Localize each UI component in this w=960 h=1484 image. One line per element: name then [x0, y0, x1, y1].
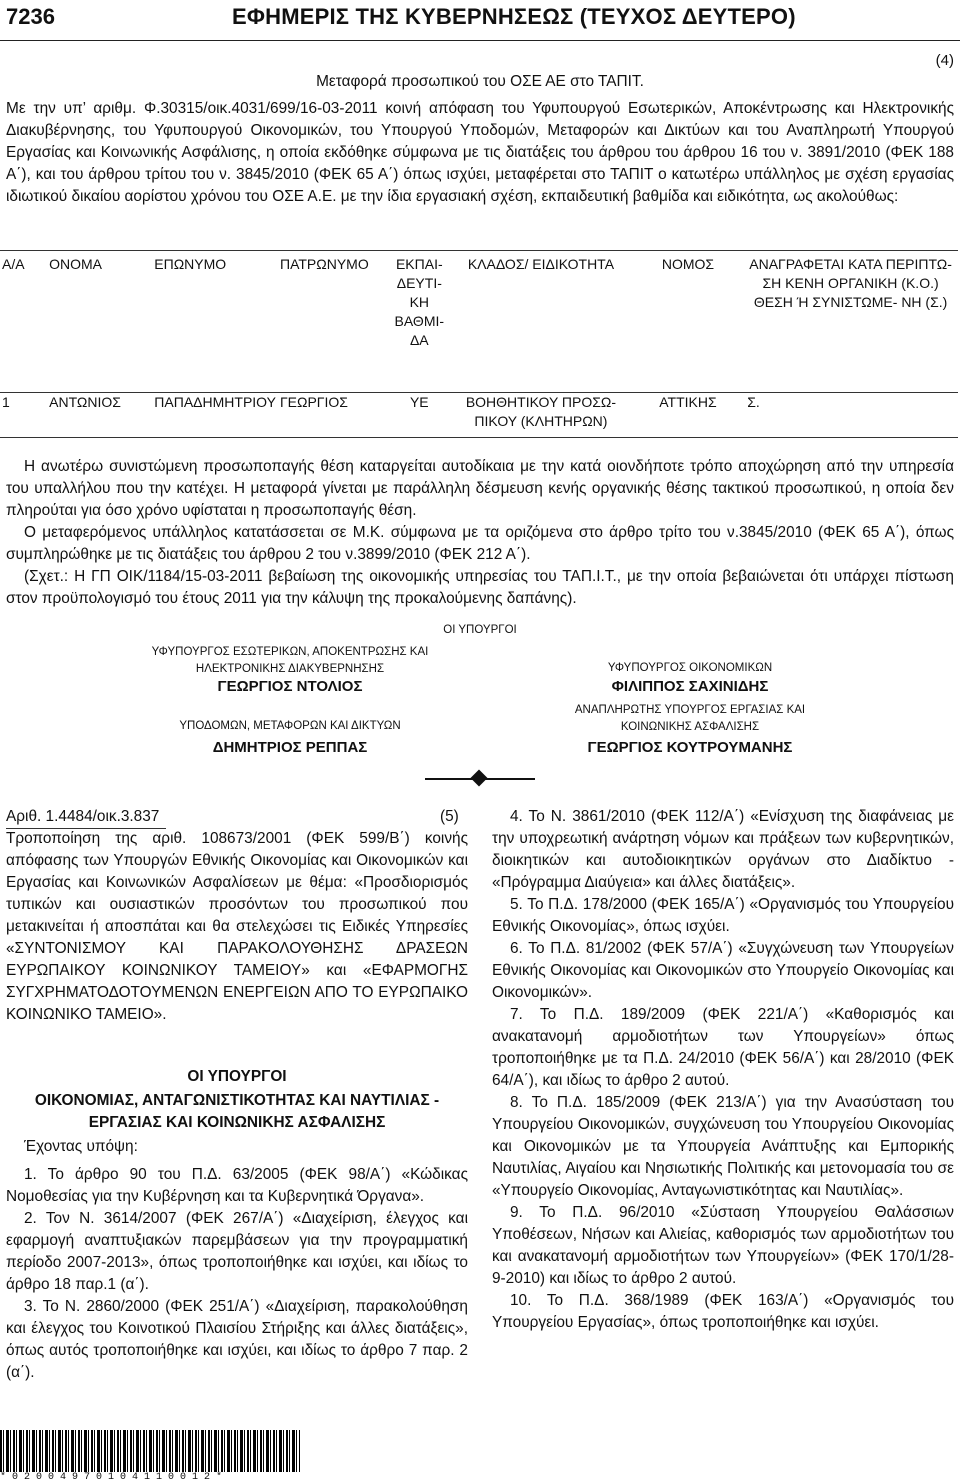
cell-education: ΥΕ — [409, 394, 429, 410]
barcode-number: *02004970104110012* — [0, 1472, 229, 1483]
header-surname: ΕΠΩΝΥΜΟ — [154, 256, 227, 272]
list-item: 4. Το Ν. 3861/2010 (ΦΕΚ 112/Α΄) «Ενίσχυση της διαφάνειας με την υποχρεωτική ανάρτηση νόμων και πράξεων των κυβερνητικών, διοικητικών και αυτοδιοικητικών οργάνων στο Διαδίκτυο - «Πρόγραμμα Διαύγεια» και άλλες διατάξεις». — [492, 808, 954, 891]
cell-father: ΓΕΩΡΓΙΟΣ — [279, 394, 348, 410]
decision5-subject: Τροποποίηση της αριθ. 108673/2001 (ΦΕΚ 599/Β΄) κοινής απόφασης των Υπουργών Εθνικής Οικονομίας και Οικονομικών και Εργασίας και Κοινωνικών Ασφαλίσεων με θέμα: «Προσδιορισμός τυπικών και ουσιαστικών προσόντων του προσωπικού που μετακινείται ή αποσπάται και θα στελεχώσει τις Ειδικές Υπηρεσίες «ΣΥΝΤΟΝΙΣΜΟΥ ΚΑΙ ΠΑΡΑΚΟΛΟΥΘΗΣΗΣ ΔΡΑΣΕΩΝ ΕΥΡΩΠΑΙΚΟΥ ΚΟΙΝΩΝΙΚΟΥ ΤΑΜΕΙΟΥ» και «ΕΦΑΡΜΟΓΗΣ ΣΥΓΧΡΗΜΑΤΟΔΟΤΟΥΜΕΝΩΝ ΕΝΕΡΓΕΙΩΝ ΑΠΟ ΤΟ ΕΥΡΩΠΑΙΚΟ ΚΟΙΝΩΝΙΚΟ ΤΑΜΕΙΟ». — [6, 830, 468, 1023]
table-top-rule — [0, 250, 958, 251]
table-mid-rule — [0, 392, 958, 393]
signature-role-4: ΑΝΑΠΛΗΡΩΤΗΣ ΥΠΟΥΡΓΟΣ ΕΡΓΑΣΙΑΣ ΚΑΙ ΚΟΙΝΩΝΙΚΗΣ ΑΣΦΑΛΙΣΗΣ — [574, 704, 806, 733]
header-father: ΠΑΤΡΩΝΥΜΟ — [279, 256, 369, 272]
header-divider — [0, 40, 960, 41]
cell-name: ΑΝΤΩΝΙΟΣ — [49, 394, 121, 410]
signature-role-2: ΥΦΥΠΟΥΡΓΟΣ ΟΙΚΟΝΟΜΙΚΩΝ — [607, 662, 773, 674]
header-aa: Α/Α — [2, 256, 25, 272]
signature-name-1: ΓΕΩΡΓΙΟΣ ΝΤΟΛΙΟΣ — [217, 678, 363, 695]
decision-body: Με την υπ’ αριθμ. Φ.30315/οικ.4031/699/16-03-2011 κοινή απόφαση του Υφυπουργού Εσωτερικών, Αποκέντρωσης και Ηλεκτρονικής Διακυβέρνησης, του Υφυπουργού Οικονομικών, του Υπουργού Υποδομών, Μεταφορών και Δικτύων και του Αναπληρωτή Υπουργού Εργασίας και Κοινωνικής Ασφάλισης, η οποία εκδόθηκε σύμφωνα με τις διατάξεις του άρθρου του άρθρου 16 του ν. 3891/2010 (ΦΕΚ 188 Α΄), και του άρθρου τρίτου του ν. 3845/2010 (ΦΕΚ 65 Α΄) όπως ισχύει, μεταφέρεται στο ΤΑΠΙΤ ο κατωτέρω υπάλληλος με σχέση εργασίας ιδιωτικού δικαίου αορίστου χρόνου του ΟΣΕ Α.Ε. με την ίδια εργασιακή σχέση, εκπαιδευτική βαθμίδα και ειδικότητα, ως ακολούθως: — [6, 100, 954, 205]
barcode — [0, 1430, 300, 1472]
paragraph-classification: Ο μεταφερόμενος υπάλληλος κατατάσσεται σε Μ.Κ. σύμφωνα με τα οριζόμενα στο άρθρο τρίτο του ν.3845/2010 (ΦΕΚ 65 Α΄), όπως συμπληρώθηκε με τις διατάξεις του άρθρου 2 του ν.3899/2010 (ΦΕΚ 212 Α΄). — [6, 524, 954, 563]
table-row — [0, 393, 956, 437]
cell-position: Σ. — [747, 394, 760, 410]
table-header-row — [0, 255, 956, 393]
header-name: ΟΝΟΜΑ — [49, 256, 103, 272]
decision-title: Μεταφορά προσωπικού του ΟΣΕ ΑΕ στο ΤΑΠΙΤ. — [316, 73, 644, 90]
decision-number: (4) — [935, 52, 954, 69]
ministers-label: ΟΙ ΥΠΟΥΡΓΟΙ — [443, 624, 517, 636]
left-items — [6, 1164, 468, 1384]
header-specialty: ΚΛΑΔΟΣ/ ΕΙΔΙΚΟΤΗΤΑ — [467, 256, 615, 272]
decision5-ministries: ΟΙΚΟΝΟΜΙΑΣ, ΑΝΤΑΓΩΝΙΣΤΙΚΟΤΗΤΑΣ ΚΑΙ ΝΑΥΤΙΛΙΑΣ - ΕΡΓΑΣΙΑΣ ΚΑΙ ΚΟΙΝΩΝΙΚΗΣ ΑΣΦΑΛΙΣΗΣ — [34, 1092, 440, 1131]
list-item: 3. Το Ν. 2860/2000 (ΦΕΚ 251/Α΄) «Διαχείριση, παρακολούθηση και έλεγχος του Κοινοτικού Πλαισίου Στήριξης και άλλες διατάξεις», όπως αυτός τροποποιήθηκε και ισχύει, και ιδίως το άρθρο 7 παρ. 2 (α΄). — [6, 1298, 468, 1381]
paragraph-reference: (Σχετ.: Η ΓΠ ΟΙΚ/1184/15-03-2011 βεβαίωση της οικονομικής υπηρεσίας του ΤΑΠ.Ι.Τ., με την οποία βεβαιώνεται ότι υπάρχει πίστωση στον προϋπολογισμό του έτους 2011 για την κάλυψη της προκαλούμενης δαπάνης). — [6, 568, 954, 607]
list-item: 1. Το άρθρο 90 του Π.Δ. 63/2005 (ΦΕΚ 98/Α΄) «Κώδικας Νομοθεσίας για την Κυβέρνηση και τα Κυβερνητικά Όργανα». — [6, 1166, 468, 1205]
list-item: 9. Το Π.Δ. 96/2010 «Σύσταση Υπουργείου Θαλάσσιων Υποθέσεων, Νήσων και Αλιείας, καθορισμός των αρμοδιοτήτων του και ανακατανομή αρμοδιοτήτων των Υπουργείων» (ΦΕΚ 170/1/28-9-2010) και ιδίως το άρθρο 2 αυτού. — [492, 1204, 954, 1287]
decision5-ministers-heading: ΟΙ ΥΠΟΥΡΓΟΙ — [187, 1068, 287, 1085]
list-item: 10. Το Π.Δ. 368/1989 (ΦΕΚ 163/Α΄) «Οργανισμός του Υπουργείου Εργασίας», όπως τροποποιήθηκε και ισχύει. — [492, 1292, 954, 1331]
cell-surname: ΠΑΠΑΔΗΜΗΤΡΙΟΥ — [154, 394, 276, 410]
header-education: ΕΚΠΑΙ- ΔΕΥΤΙ- ΚΗ ΒΑΘΜΙ- ΔΑ — [394, 256, 445, 348]
cell-specialty: ΒΟΗΘΗΤΙΚΟΥ ΠΡΟΣΩ- ΠΙΚΟΥ (ΚΛΗΤΗΡΩΝ) — [465, 394, 617, 429]
header-position: ΑΝΑΓΡΑΦΕΤΑΙ ΚΑΤΑ ΠΕΡΙΠΤΩ- ΣΗ ΚΕΝΗ ΟΡΓΑΝΙΚΗ (Κ.Ο.) ΘΕΣΗ Ή ΣΥΝΙΣΤΩΜΕ- ΝΗ (Σ.) — [749, 256, 952, 310]
page-number: 7236 — [6, 4, 55, 29]
list-item: 6. Το Π.Δ. 81/2002 (ΦΕΚ 57/Α΄) «Συγχώνευση των Υπουργείων Εθνικής Οικονομίας και Οικονομικών στο Υπουργείο Οικονομίας και Οικονομικών». — [492, 940, 954, 1001]
staff-table — [0, 255, 956, 437]
signature-name-3: ΔΗΜΗΤΡΙΟΣ ΡΕΠΠΑΣ — [212, 739, 368, 756]
right-items — [492, 806, 954, 1334]
gazette-title: ΕΦΗΜΕΡΙΣ ΤΗΣ ΚΥΒΕΡΝΗΣΕΩΣ (ΤΕΥΧΟΣ ΔΕΥΤΕΡΟ) — [232, 4, 796, 29]
cell-aa: 1 — [2, 394, 10, 410]
list-item: 7. Το Π.Δ. 189/2009 (ΦΕΚ 221/Α΄) «Καθορισμός και ανακατανομή αρμοδιοτήτων των Υπουργείων» όπως τροποποιήθηκε με τα Π.Δ. 24/2010 (ΦΕΚ 56/Α΄) και 28/2010 (ΦΕΚ 64/Α΄), και ιδίως το άρθρο 2 αυτού. — [492, 1006, 954, 1089]
list-item: 2. Τον Ν. 3614/2007 (ΦΕΚ 267/Α΄) «Διαχείριση, έλεγχος και εφαρμογή αναπτυξιακών παρεμβάσεων για την προγραμματική περίοδο 2007-2013», όπως τροποποιήθηκε και ισχύει, και ιδίως το άρθρο 18 παρ.1 (α΄). — [6, 1210, 468, 1293]
cell-prefecture: ΑΤΤΙΚΗΣ — [659, 394, 717, 410]
decision5-number: (5) — [440, 808, 459, 825]
table-bottom-rule — [0, 437, 958, 438]
signature-name-2: ΦΙΛΙΠΠΟΣ ΣΑΧΙΝΙΔΗΣ — [611, 678, 769, 695]
decision5-ref: Αριθ. 1.4484/οικ.3.837 — [6, 808, 160, 825]
list-item: 8. Το Π.Δ. 185/2009 (ΦΕΚ 213/Α΄) για την Ανασύσταση του Υπουργείου Οικονομικών, συγχώνευση του Υπουργείου Οικονομίας και Οικονομικών με τα Υπουργεία Ανάπτυξης και Εμπορικής Ναυτιλίας, Αιγαίου και Νησιωτικής Πολιτικής και μετονομασία του σε «Υπουργείο Οικονομίας, Ανταγωνιστικότητας και Ναυτιλίας». — [492, 1094, 954, 1199]
signature-name-4: ΓΕΩΡΓΙΟΣ ΚΟΥΤΡΟΥΜΑΝΗΣ — [587, 739, 793, 756]
signature-role-3: ΥΠΟΔΟΜΩΝ, ΜΕΤΑΦΟΡΩΝ ΚΑΙ ΔΙΚΤΥΩΝ — [179, 720, 401, 732]
signature-role-1: ΥΦΥΠΟΥΡΓΟΣ ΕΣΩΤΕΡΙΚΩΝ, ΑΠΟΚΕΝΤΡΩΣΗΣ ΚΑΙ ΗΛΕΚΤΡΟΝΙΚΗΣ ΔΙΑΚΥΒΕΡΝΗΣΗΣ — [151, 646, 429, 675]
list-item: 5. Το Π.Δ. 178/2000 (ΦΕΚ 165/Α΄) «Οργανισμός του Υπουργείου Εθνικής Οικονομίας», όπως ισχύει. — [492, 896, 954, 935]
separator-diamond-icon — [471, 770, 488, 787]
header-prefecture: ΝΟΜΟΣ — [661, 256, 715, 272]
paragraph-abolition: Η ανωτέρω συνιστώμενη προσωποπαγής θέση καταργείται αυτοδίκαια με την κατά οιονδήποτε τρόπο αποχώρηση από την υπηρεσία του υπαλλήλου που την κατέχει. Η μεταφορά γίνεται με παράλληλη δέσμευση κενής οργανικής θέσης τακτικού προσωπικού, η οποία δεν πληρούται για όσο χρόνο υφίσταται η προσωποπαγής θέση. — [6, 458, 954, 519]
having-regard: Έχοντας υπόψη: — [24, 1138, 138, 1155]
